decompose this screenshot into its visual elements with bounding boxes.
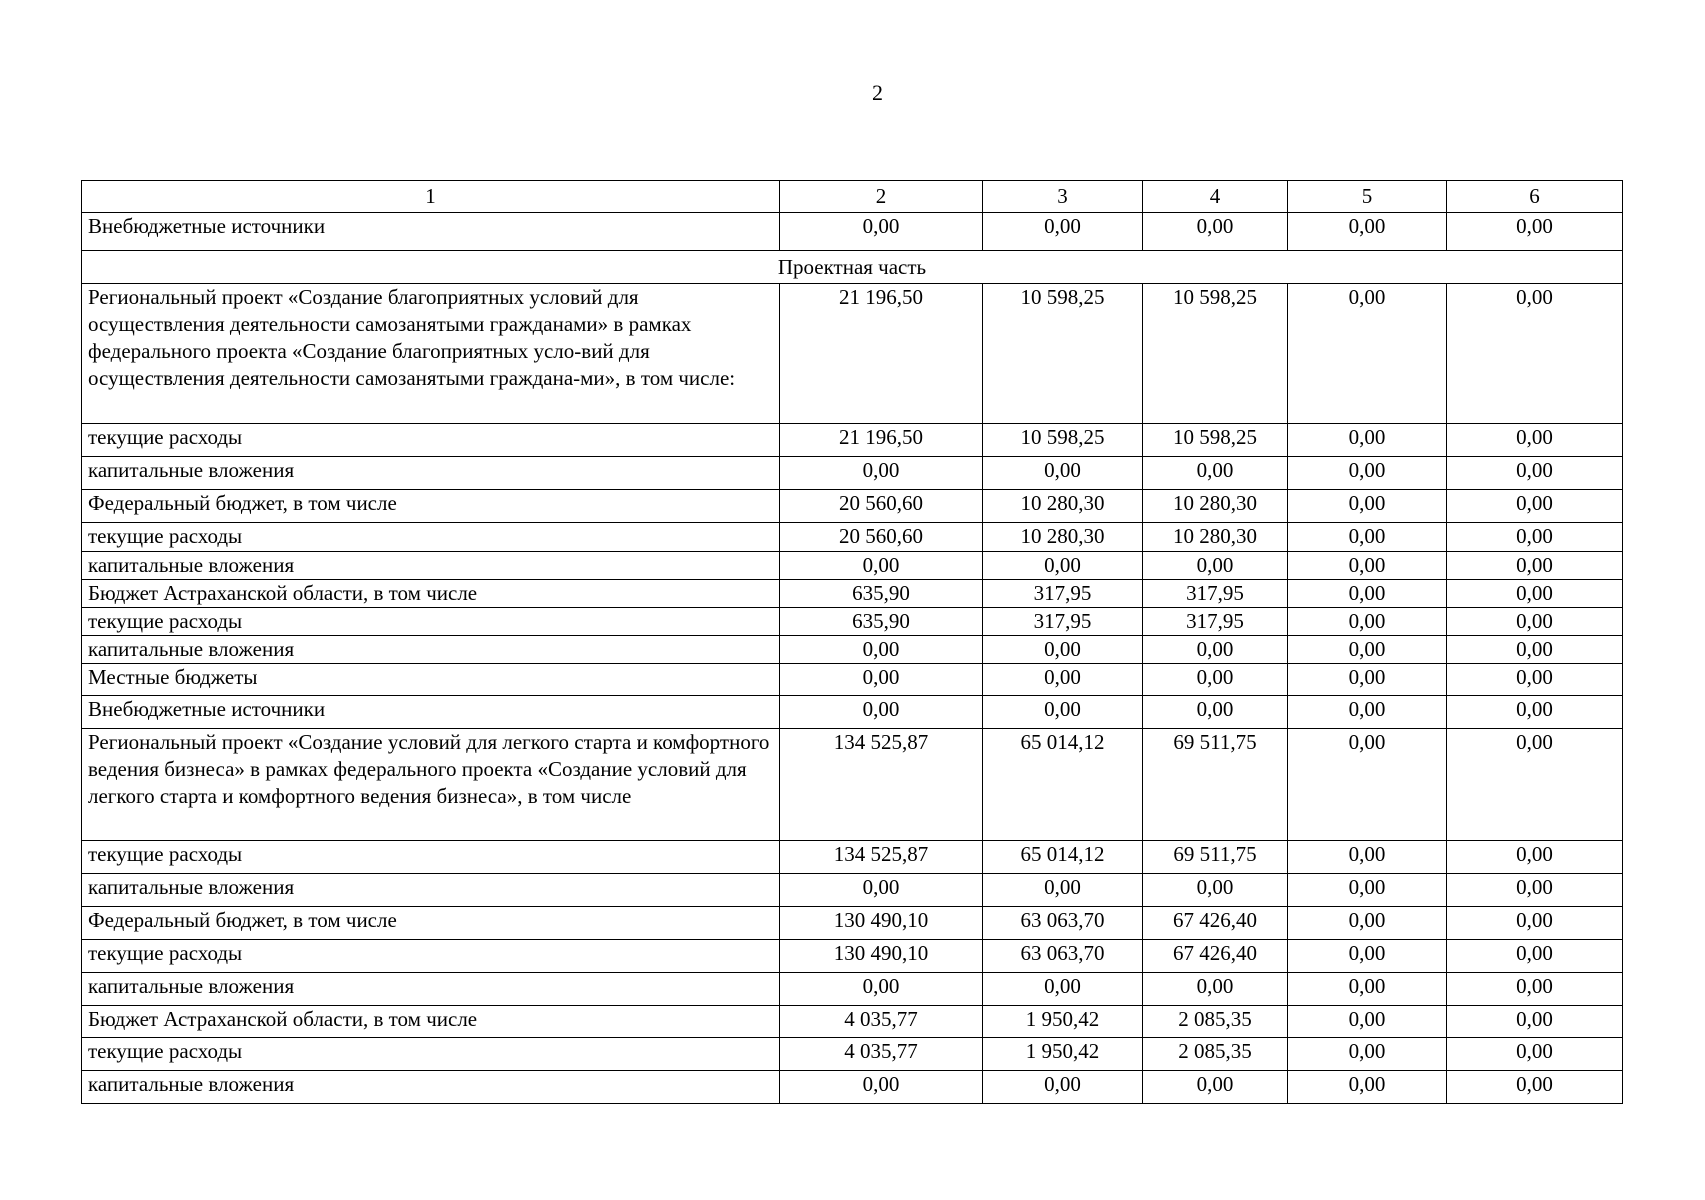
table-row (82, 874, 1623, 907)
cell-value: 0,00 (983, 457, 1143, 490)
cell-value: 0,00 (983, 874, 1143, 907)
cell-value: 0,00 (780, 1071, 983, 1104)
section-title: Проектная часть (82, 251, 1623, 284)
cell-value: 0,00 (1288, 636, 1447, 664)
row-label: Бюджет Астраханской области, в том числе (82, 580, 780, 608)
cell-value: 0,00 (780, 552, 983, 580)
cell-value: 0,00 (983, 664, 1143, 696)
cell-value: 0,00 (1288, 580, 1447, 608)
cell-value: 0,00 (1288, 696, 1447, 729)
cell-value: 4 035,77 (780, 1038, 983, 1071)
cell-value: 0,00 (1447, 1038, 1623, 1071)
column-header: 6 (1447, 181, 1623, 213)
cell-value: 0,00 (1288, 608, 1447, 636)
cell-value: 635,90 (780, 580, 983, 608)
cell-value: 0,00 (780, 973, 983, 1006)
table-row (82, 1006, 1623, 1038)
cell-value: 0,00 (1288, 664, 1447, 696)
cell-value: 0,00 (1288, 1038, 1447, 1071)
cell-value: 0,00 (780, 696, 983, 729)
cell-value: 20 560,60 (780, 490, 983, 523)
cell-value: 130 490,10 (780, 907, 983, 940)
table-row (82, 580, 1623, 608)
table-row (82, 1071, 1623, 1104)
table-row (82, 523, 1623, 552)
cell-value: 0,00 (1288, 457, 1447, 490)
cell-value: 0,00 (1447, 729, 1623, 841)
row-label: Местные бюджеты (82, 664, 780, 696)
table-row (82, 907, 1623, 940)
cell-value: 0,00 (780, 213, 983, 251)
cell-value: 134 525,87 (780, 729, 983, 841)
row-label: текущие расходы (82, 940, 780, 973)
cell-value: 0,00 (1447, 552, 1623, 580)
cell-value: 0,00 (1288, 1071, 1447, 1104)
cell-value: 0,00 (1447, 940, 1623, 973)
cell-value: 0,00 (1143, 1071, 1288, 1104)
table-header-row (82, 181, 1623, 213)
cell-value: 10 598,25 (1143, 284, 1288, 424)
row-label: капитальные вложения (82, 1071, 780, 1104)
cell-value: 4 035,77 (780, 1006, 983, 1038)
table-row (82, 213, 1623, 251)
table-row (82, 664, 1623, 696)
cell-value: 0,00 (1447, 284, 1623, 424)
cell-value: 0,00 (1143, 636, 1288, 664)
row-label: текущие расходы (82, 841, 780, 874)
table-row (82, 608, 1623, 636)
cell-value: 63 063,70 (983, 940, 1143, 973)
cell-value: 0,00 (983, 1071, 1143, 1104)
cell-value: 0,00 (1143, 213, 1288, 251)
cell-value: 21 196,50 (780, 284, 983, 424)
cell-value: 0,00 (1143, 696, 1288, 729)
cell-value: 0,00 (1288, 841, 1447, 874)
cell-value: 10 280,30 (1143, 523, 1288, 552)
cell-value: 317,95 (983, 608, 1143, 636)
cell-value: 0,00 (1143, 457, 1288, 490)
row-label: Федеральный бюджет, в том числе (82, 907, 780, 940)
table-row (82, 729, 1623, 841)
column-header: 1 (82, 181, 780, 213)
row-label: капитальные вложения (82, 973, 780, 1006)
cell-value: 10 280,30 (983, 490, 1143, 523)
row-label: Внебюджетные источники (82, 696, 780, 729)
cell-value: 0,00 (1447, 696, 1623, 729)
cell-value: 20 560,60 (780, 523, 983, 552)
page-number: 2 (872, 80, 883, 105)
cell-value: 0,00 (983, 552, 1143, 580)
cell-value: 0,00 (1447, 907, 1623, 940)
cell-value: 317,95 (1143, 608, 1288, 636)
cell-value: 134 525,87 (780, 841, 983, 874)
cell-value: 0,00 (780, 636, 983, 664)
row-label: Федеральный бюджет, в том числе (82, 490, 780, 523)
cell-value: 0,00 (1447, 874, 1623, 907)
cell-value: 0,00 (1447, 424, 1623, 457)
cell-value: 0,00 (1447, 580, 1623, 608)
column-header: 3 (983, 181, 1143, 213)
row-label: текущие расходы (82, 608, 780, 636)
row-label: текущие расходы (82, 424, 780, 457)
cell-value: 67 426,40 (1143, 940, 1288, 973)
cell-value: 130 490,10 (780, 940, 983, 973)
cell-value: 10 598,25 (983, 424, 1143, 457)
table-row (82, 284, 1623, 424)
row-label: Бюджет Астраханской области, в том числе (82, 1006, 780, 1038)
cell-value: 0,00 (1447, 490, 1623, 523)
cell-value: 0,00 (983, 696, 1143, 729)
section-row (82, 251, 1623, 284)
column-header: 4 (1143, 181, 1288, 213)
cell-value: 0,00 (1288, 1006, 1447, 1038)
cell-value: 10 280,30 (983, 523, 1143, 552)
cell-value: 0,00 (983, 636, 1143, 664)
cell-value: 21 196,50 (780, 424, 983, 457)
table-row (82, 424, 1623, 457)
column-header: 5 (1288, 181, 1447, 213)
cell-value: 317,95 (1143, 580, 1288, 608)
cell-value: 0,00 (1288, 523, 1447, 552)
cell-value: 317,95 (983, 580, 1143, 608)
cell-value: 0,00 (1288, 552, 1447, 580)
cell-value: 69 511,75 (1143, 729, 1288, 841)
cell-value: 1 950,42 (983, 1038, 1143, 1071)
cell-value: 0,00 (1288, 490, 1447, 523)
cell-value: 0,00 (1288, 284, 1447, 424)
table-row (82, 1038, 1623, 1071)
row-label: Региональный проект «Создание условий для легкого старта и комфортного ведения бизнеса» в рамках федерального проекта «Создание условий для легкого старта и комфортного ведения бизнеса», в том числе (82, 729, 780, 841)
cell-value: 0,00 (983, 213, 1143, 251)
cell-value: 0,00 (1143, 552, 1288, 580)
cell-value: 0,00 (1447, 664, 1623, 696)
cell-value: 0,00 (1288, 907, 1447, 940)
cell-value: 0,00 (1288, 424, 1447, 457)
cell-value: 0,00 (780, 457, 983, 490)
cell-value: 0,00 (1447, 213, 1623, 251)
cell-value: 0,00 (1288, 213, 1447, 251)
cell-value: 635,90 (780, 608, 983, 636)
cell-value: 2 085,35 (1143, 1038, 1288, 1071)
cell-value: 0,00 (1288, 874, 1447, 907)
row-label: капитальные вложения (82, 552, 780, 580)
cell-value: 63 063,70 (983, 907, 1143, 940)
cell-value: 2 085,35 (1143, 1006, 1288, 1038)
budget-table (81, 180, 1623, 1104)
row-label: Региональный проект «Создание благоприятных условий для осуществления деятельности самозанятыми гражданами» в рамках федерального проекта «Создание благоприятных усло-вий для осуществления деятельности самозанятыми граждана-ми», в том числе: (82, 284, 780, 424)
cell-value: 0,00 (1447, 523, 1623, 552)
table-row (82, 457, 1623, 490)
table-row (82, 940, 1623, 973)
row-label: капитальные вложения (82, 636, 780, 664)
cell-value: 0,00 (983, 973, 1143, 1006)
table-row (82, 973, 1623, 1006)
cell-value: 0,00 (1143, 973, 1288, 1006)
cell-value: 0,00 (1447, 457, 1623, 490)
table-row (82, 636, 1623, 664)
cell-value: 0,00 (1447, 1071, 1623, 1104)
cell-value: 0,00 (1288, 940, 1447, 973)
cell-value: 0,00 (1447, 636, 1623, 664)
table-row (82, 552, 1623, 580)
cell-value: 0,00 (1288, 973, 1447, 1006)
cell-value: 10 598,25 (983, 284, 1143, 424)
cell-value: 65 014,12 (983, 729, 1143, 841)
row-label: текущие расходы (82, 523, 780, 552)
row-label: Внебюджетные источники (82, 213, 780, 251)
cell-value: 0,00 (1447, 608, 1623, 636)
cell-value: 0,00 (1143, 664, 1288, 696)
cell-value: 0,00 (1447, 841, 1623, 874)
cell-value: 10 598,25 (1143, 424, 1288, 457)
cell-value: 67 426,40 (1143, 907, 1288, 940)
cell-value: 0,00 (1447, 1006, 1623, 1038)
cell-value: 69 511,75 (1143, 841, 1288, 874)
table-row (82, 696, 1623, 729)
table-row (82, 490, 1623, 523)
cell-value: 0,00 (780, 664, 983, 696)
row-label: текущие расходы (82, 1038, 780, 1071)
cell-value: 0,00 (1288, 729, 1447, 841)
cell-value: 10 280,30 (1143, 490, 1288, 523)
row-label: капитальные вложения (82, 874, 780, 907)
column-header: 2 (780, 181, 983, 213)
cell-value: 0,00 (780, 874, 983, 907)
row-label: капитальные вложения (82, 457, 780, 490)
table-row (82, 841, 1623, 874)
cell-value: 0,00 (1447, 973, 1623, 1006)
cell-value: 65 014,12 (983, 841, 1143, 874)
cell-value: 0,00 (1143, 874, 1288, 907)
cell-value: 1 950,42 (983, 1006, 1143, 1038)
